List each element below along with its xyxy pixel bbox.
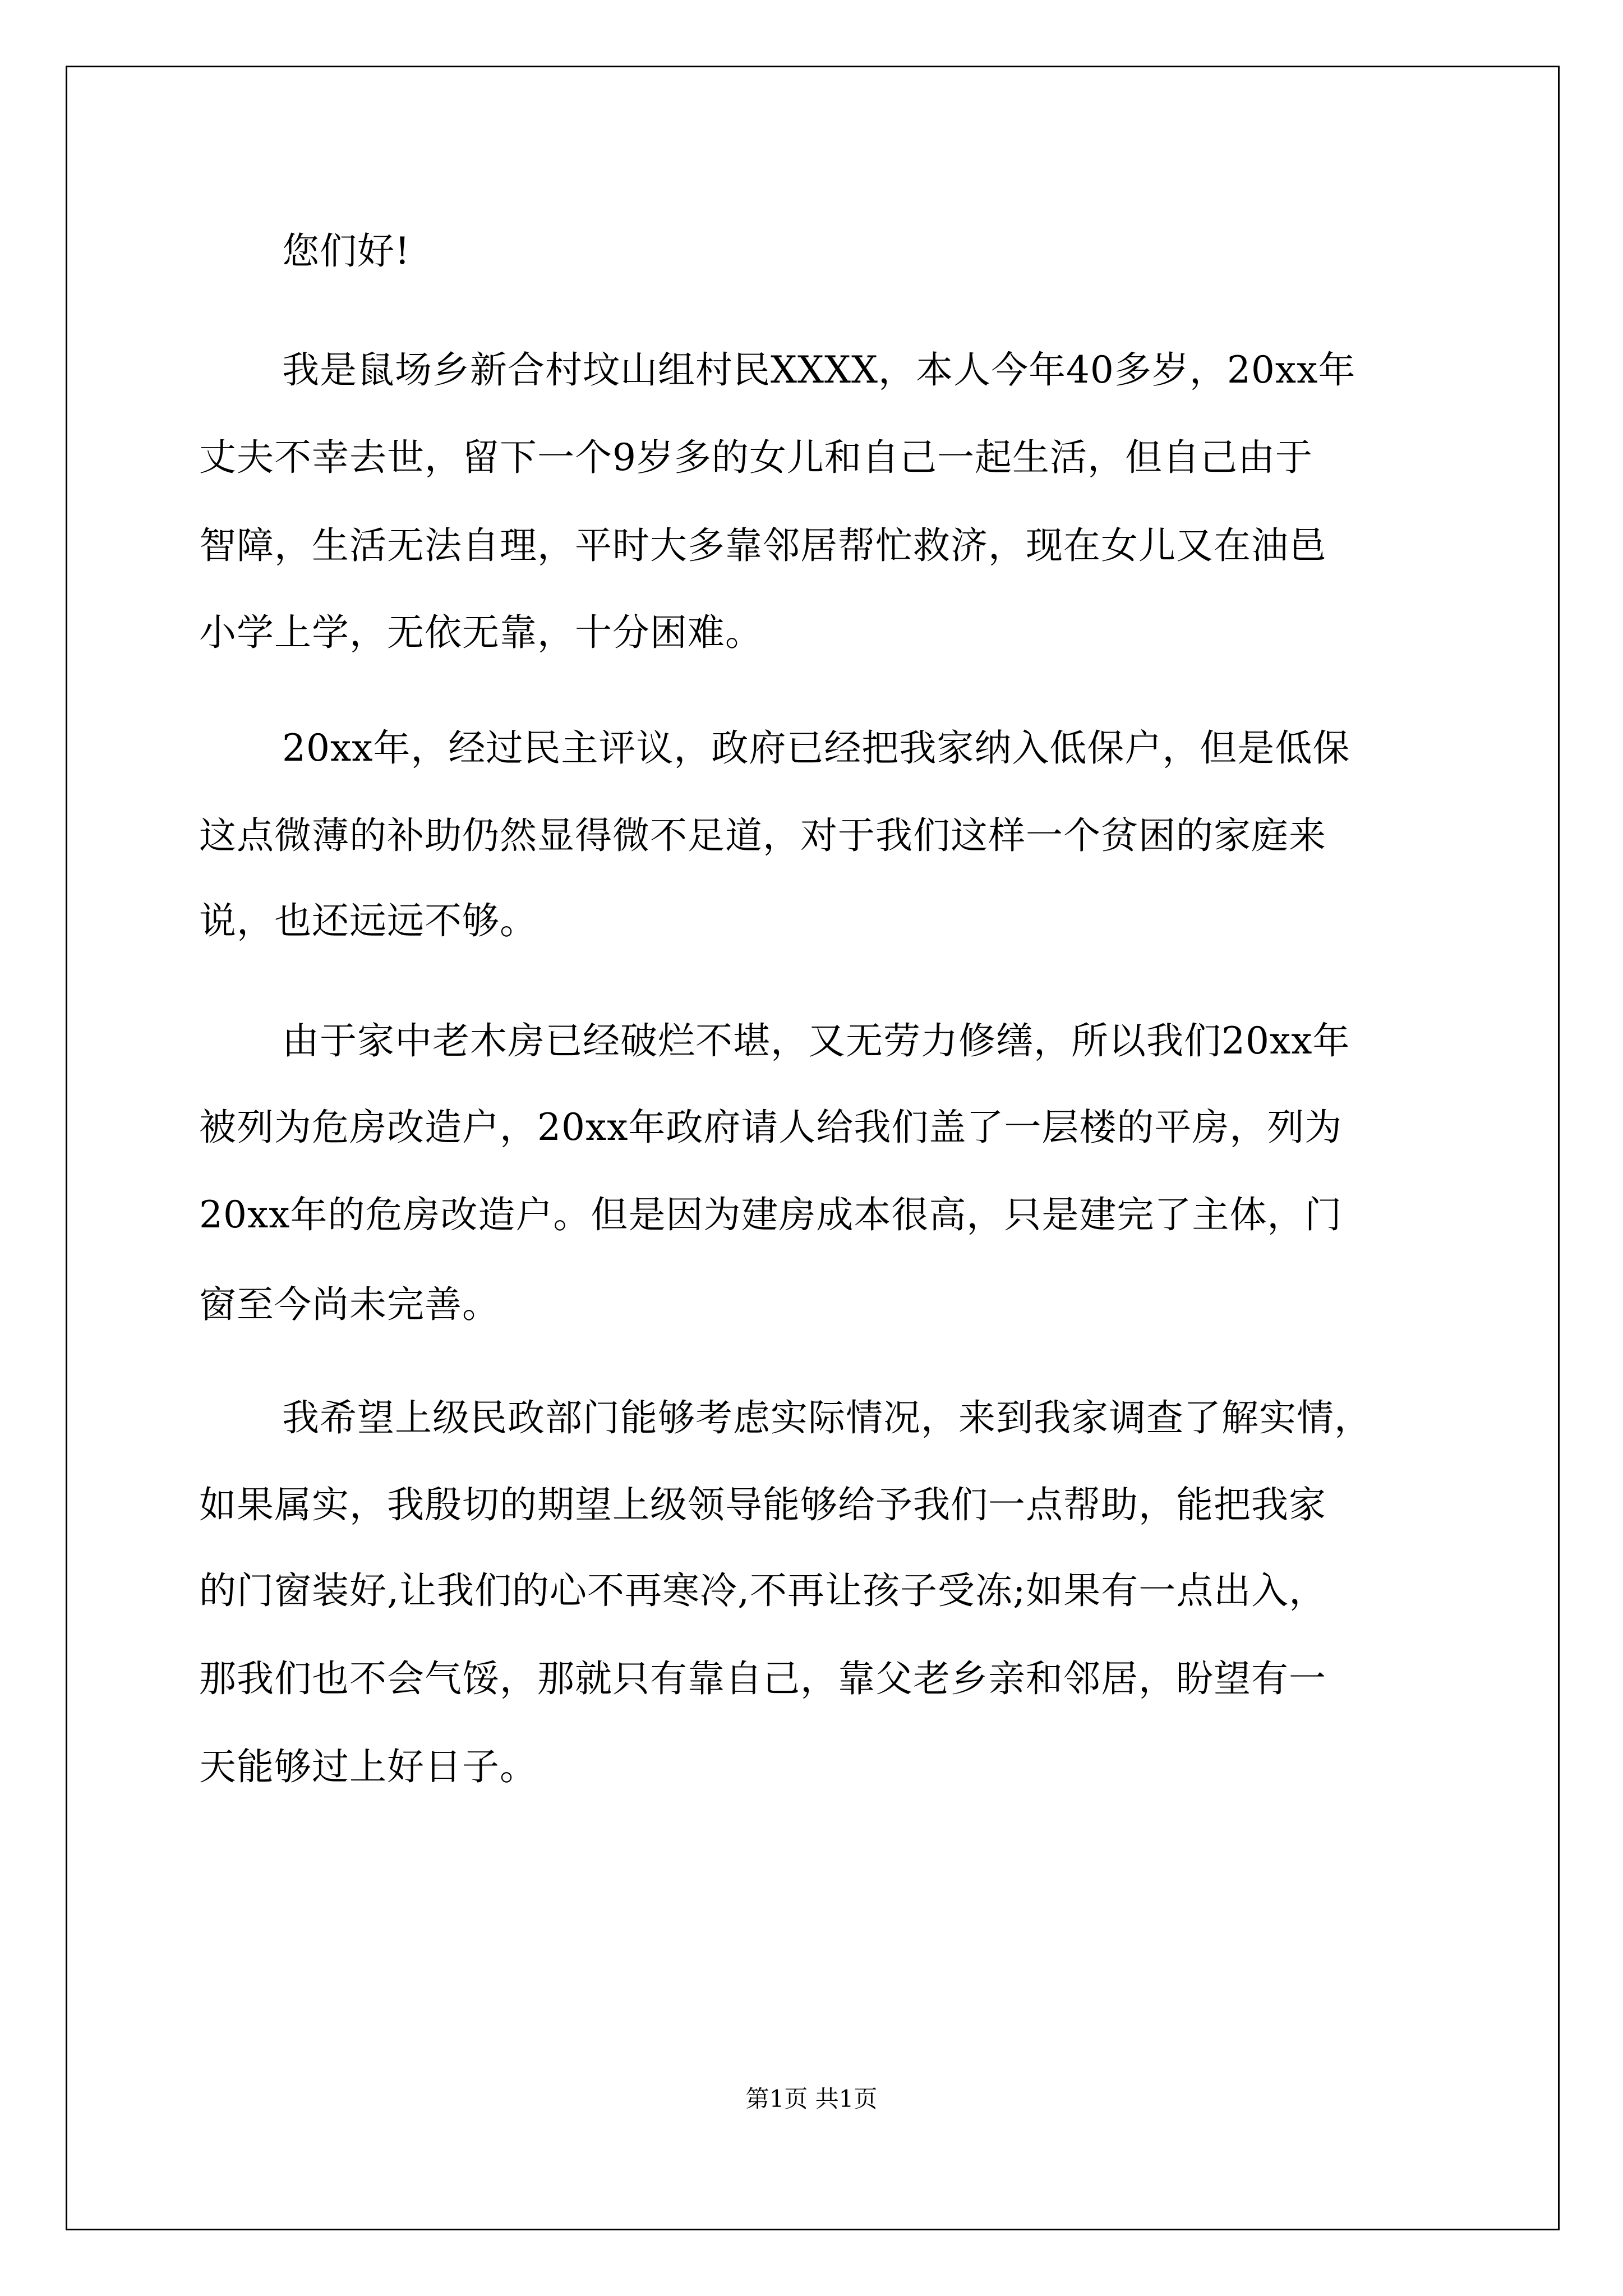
paragraph-2-line-3: 说，也还远远不够。 [199,899,537,942]
paragraph-4-line-3: 的门窗装好,让我们的心不再寒冷,不再让孩子受冻;如果有一点出入， [199,1569,1327,1612]
page-number-footer: 第1页 共1页 [745,2085,878,2113]
paragraph-3-line-1: 由于家中老木房已经破烂不堪，又无劳力修缮，所以我们20xx年 [282,1019,1350,1062]
paragraph-4-line-5: 天能够过上好日子。 [199,1745,537,1788]
greeting: 您们好! [282,229,411,273]
paragraph-2-line-2: 这点微薄的补助仍然显得微不足道，对于我们这样一个贫困的家庭来 [199,814,1326,857]
paragraph-2-line-1: 20xx年，经过民主评议，政府已经把我家纳入低保户，但是低保 [282,726,1350,770]
paragraph-4-line-1: 我希望上级民政部门能够考虑实际情况，来到我家调查了解实情， [282,1396,1372,1439]
paragraph-3-line-4: 窗至今尚未完善。 [199,1283,500,1326]
paragraph-4-line-2: 如果属实，我殷切的期望上级领导能够给予我们一点帮助，能把我家 [199,1483,1326,1526]
paragraph-1-line-4: 小学上学，无依无靠，十分困难。 [199,611,763,654]
paragraph-3-line-3: 20xx年的危房改造户。但是因为建房成本很高，只是建完了主体，门 [199,1193,1343,1236]
paragraph-4-line-4: 那我们也不会气馁，那就只有靠自己，靠父老乡亲和邻居，盼望有一 [199,1657,1326,1700]
paragraph-3-line-2: 被列为危房改造户，20xx年政府请人给我们盖了一层楼的平房，列为 [199,1106,1343,1149]
paragraph-1-line-2: 丈夫不幸去世，留下一个9岁多的女儿和自己一起生活，但自己由于 [199,436,1313,479]
paragraph-1-line-1: 我是鼠场乡新合村坟山组村民XXXX，本人今年40多岁，20xx年 [282,348,1356,392]
paragraph-1-line-3: 智障，生活无法自理，平时大多靠邻居帮忙救济，现在女儿又在油邑 [199,524,1326,567]
